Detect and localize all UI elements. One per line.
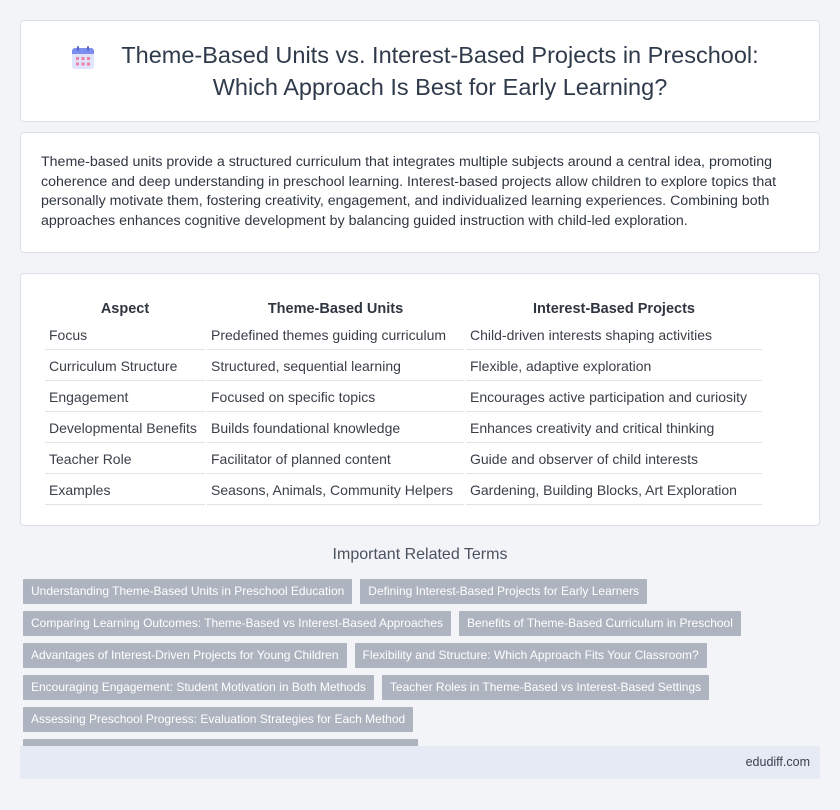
cell-interest-based: Flexible, adaptive exploration [466, 352, 762, 381]
cell-aspect: Curriculum Structure [45, 352, 205, 381]
footer-site-link[interactable]: edudiff.com [745, 755, 810, 769]
cell-interest-based: Gardening, Building Blocks, Art Exploration [466, 476, 762, 505]
related-term-link[interactable]: Defining Interest-Based Projects for Early Learners [360, 579, 647, 604]
related-term-link[interactable]: Benefits of Theme-Based Curriculum in Preschool [459, 611, 741, 636]
related-term-link[interactable]: Understanding Theme-Based Units in Preschool Education [23, 579, 352, 604]
comparison-card [20, 273, 820, 526]
table-row [45, 476, 762, 505]
related-term-link[interactable]: Teacher Roles in Theme-Based vs Interest-Based Settings [382, 675, 709, 700]
footer [20, 746, 820, 779]
related-term-link[interactable]: Comparing Learning Outcomes: Theme-Based vs Interest-Based Approaches [23, 611, 451, 636]
calendar-icon [70, 45, 96, 71]
header-theme-based: Theme-Based Units [267, 301, 404, 317]
table-row [45, 321, 762, 350]
table-row [45, 383, 762, 412]
cell-aspect: Engagement [45, 383, 205, 412]
cell-aspect: Teacher Role [45, 445, 205, 474]
table-row [45, 414, 762, 443]
cell-aspect: Focus [45, 321, 205, 350]
table-row [45, 445, 762, 474]
related-term-link[interactable]: Advantages of Interest-Driven Projects for Young Children [23, 643, 347, 668]
cell-aspect: Examples [45, 476, 205, 505]
title-card [20, 20, 820, 122]
cell-theme-based: Seasons, Animals, Community Helpers [207, 476, 464, 505]
cell-interest-based: Child-driven interests shaping activities [466, 321, 762, 350]
comparison-table [43, 296, 764, 507]
cell-theme-based: Focused on specific topics [207, 383, 464, 412]
related-terms-list [23, 579, 823, 771]
cell-theme-based: Structured, sequential learning [207, 352, 464, 381]
cell-theme-based: Facilitator of planned content [207, 445, 464, 474]
related-term-link[interactable]: Flexibility and Structure: Which Approach Fits Your Classroom? [355, 643, 707, 668]
table-header-row [45, 298, 762, 319]
intro-card [20, 132, 820, 253]
page-title: Theme-Based Units vs. Interest-Based Projects in Preschool: Which Approach Is Best for Early Learning? [121, 42, 759, 100]
header-aspect: Aspect [100, 301, 150, 317]
related-term-link[interactable]: Encouraging Engagement: Student Motivation in Both Methods [23, 675, 374, 700]
cell-interest-based: Enhances creativity and critical thinking [466, 414, 762, 443]
cell-interest-based: Encourages active participation and curiosity [466, 383, 762, 412]
cell-interest-based: Guide and observer of child interests [466, 445, 762, 474]
cell-theme-based: Builds foundational knowledge [207, 414, 464, 443]
cell-aspect: Developmental Benefits [45, 414, 205, 443]
related-terms-heading: Important Related Terms [332, 546, 508, 563]
header-interest-based: Interest-Based Projects [533, 301, 695, 317]
table-row [45, 352, 762, 381]
intro-paragraph: Theme-based units provide a structured curriculum that integrates multiple subjects around a central idea, promoting coherence and deep understanding in preschool learning. Interest-based projects allow children to explore topics that personally motivate them, fostering creativity, engagement, and individualized learning experiences. Combining both approaches enhances cognitive development by balancing guided instruction with child-led exploration. [41, 154, 777, 229]
cell-theme-based: Predefined themes guiding curriculum [207, 321, 464, 350]
related-term-link[interactable]: Assessing Preschool Progress: Evaluation Strategies for Each Method [23, 707, 413, 732]
